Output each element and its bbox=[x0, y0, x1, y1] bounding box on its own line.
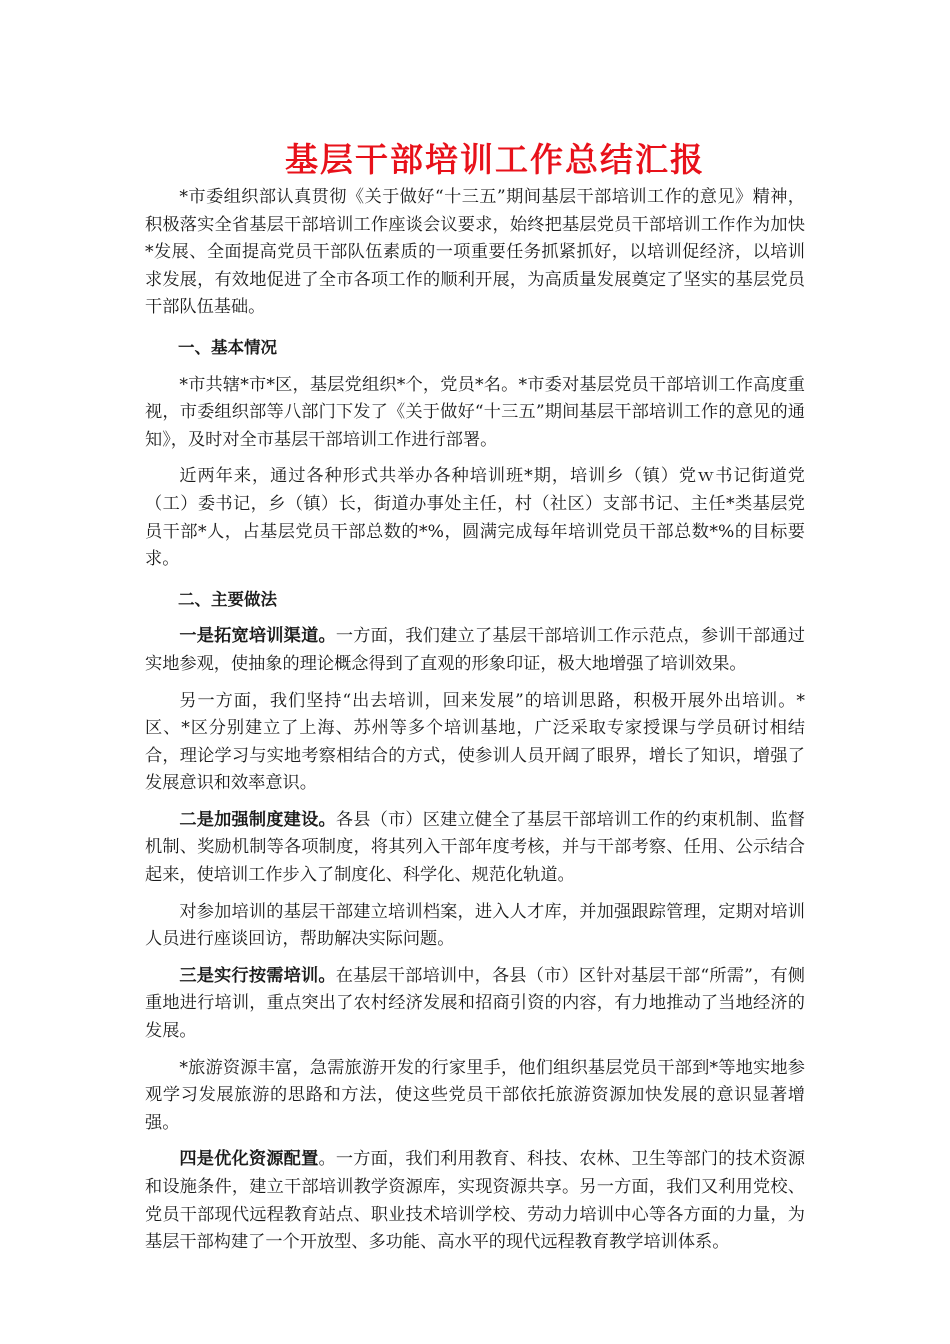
practice-item-1-lead: 一是拓宽培训渠道。 bbox=[179, 626, 336, 647]
section-heading-main-practices: 二、主要做法 bbox=[178, 589, 277, 609]
section-heading-basic-situation: 一、基本情况 bbox=[178, 337, 277, 357]
practice-item-4-lead: 四是优化资源配置 bbox=[179, 1149, 319, 1170]
intro-paragraph: *市委组织部认真贯彻《关于做好“十三五”期间基层干部培训工作的意见》精神，积极落实全省基层干部培训工作座谈会议要求，始终把基层党员干部培训工作作为加快*发展、全面提高党员干部队伍素质的一项重要任务抓紧抓好，以培训促经济，以培训求发展，有效地促进了全市各项工作的顺利开展，为高质量发展奠定了坚实的基层党员干部队伍基础。 bbox=[145, 187, 805, 318]
practice-item-2-lead: 二是加强制度建设。 bbox=[179, 809, 336, 830]
practice-item-2-paragraph-2: 对参加培训的基层干部建立培训档案，进入人才库，并加强跟踪管理，定期对培训人员进行座谈回访，帮助解决实际问题。 bbox=[145, 901, 805, 950]
basic-situation-paragraph-1: *市共辖*市*区，基层党组织*个，党员*名。*市委对基层党员干部培训工作高度重视，市委组织部等八部门下发了《关于做好“十三五”期间基层干部培训工作的意见的通知》，及时对全市基层干部培训工作进行部署。 bbox=[145, 374, 805, 450]
practice-item-1-paragraph-2: 另一方面，我们坚持“出去培训，回来发展”的培训思路，积极开展外出培训。*区、*区分别建立了上海、苏州等多个培训基地，广泛采取专家授课与学员研讨相结合，理论学习与实地考察相结合的方式，使参训人员开阔了眼界，增长了知识，增强了发展意识和效率意识。 bbox=[145, 690, 805, 794]
practice-item-1-text: 一方面，我们建立了基层干部培训工作示范点，参训干部通过实地参观，使抽象的理论概念得到了直观的形象印证，极大地增强了培训效果。 bbox=[145, 626, 805, 674]
practice-item-4-text: 。一方面，我们利用教育、科技、农林、卫生等部门的技术资源和设施条件，建立干部培训教学资源库，实现资源共享。另一方面，我们又利用党校、党员干部现代远程教育站点、职业技术培训学校、劳动力培训中心等各方面的力量，为基层干部构建了一个开放型、多功能、高水平的现代远程教育教学培训体系。 bbox=[145, 1149, 805, 1253]
practice-item-1 bbox=[145, 623, 805, 678]
document-title: 基层干部培训工作总结汇报 bbox=[285, 140, 705, 179]
practice-item-3-paragraph-2: *旅游资源丰富，急需旅游开发的行家里手，他们组织基层党员干部到*等地实地参观学习发展旅游的思路和方法，使这些党员干部依托旅游资源加快发展的意识显著增强。 bbox=[145, 1057, 805, 1133]
practice-item-2-text: 各县（市）区建立健全了基层干部培训工作的约束机制、监督机制、奖励机制等各项制度，将其列入干部年度考核，并与干部考察、任用、公示结合起来，使培训工作步入了制度化、科学化、规范化轨道。 bbox=[145, 809, 805, 886]
practice-item-2 bbox=[145, 807, 805, 890]
practice-item-3 bbox=[145, 963, 805, 1046]
document-page bbox=[145, 136, 805, 1257]
practice-item-4 bbox=[145, 1146, 805, 1256]
basic-situation-paragraph-2: 近两年来，通过各种形式共举办各种培训班*期，培训乡（镇）党ｗ书记街道党（工）委书记，乡（镇）长，街道办事处主任，村（社区）支部书记、主任*类基层党员干部*人，占基层党员干部总数的*%，圆满完成每年培训党员干部总数*%的目标要求。 bbox=[145, 466, 805, 570]
practice-item-3-lead: 三是实行按需培训。 bbox=[179, 965, 336, 986]
practice-item-3-text: 在基层干部培训中，各县（市）区针对基层干部“所需”，有侧重地进行培训，重点突出了农村经济发展和招商引资的内容，有力地推动了当地经济的发展。 bbox=[145, 965, 805, 1042]
